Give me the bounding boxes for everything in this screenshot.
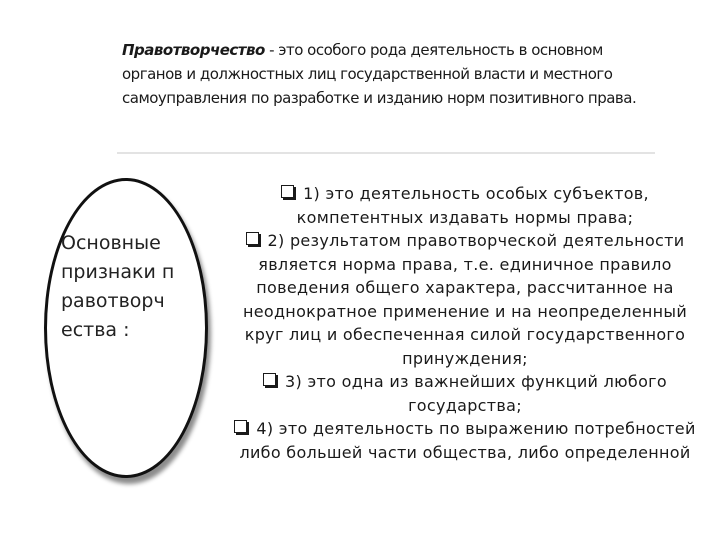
checkbox-bullet-icon xyxy=(234,420,247,433)
checkbox-bullet-icon xyxy=(281,185,294,198)
checkbox-bullet-icon xyxy=(246,232,259,245)
divider-line xyxy=(117,152,655,154)
definition-term: Правотворчество xyxy=(122,41,265,59)
definition-text: - это особого рода деятельность в основном органов и должностных лиц государственной власти и местного самоуправления по разработке и изданию норм позитивного права. xyxy=(122,41,637,107)
feature-text: 2) результатом правотворческой деятельности является норма права, т.е. единичное правило поведения общего характера, рассчитанное на неоднократное применение и на неопределенный круг лиц и обеспеченная силой государственного принуждения; xyxy=(242,231,688,368)
oval-label: Основные признаки правотворчества : xyxy=(61,232,175,341)
feature-item-1 xyxy=(230,182,700,229)
feature-item-4 xyxy=(230,417,700,464)
checkbox-bullet-icon xyxy=(263,373,276,386)
feature-text: 3) это одна из важнейших функций любого государства; xyxy=(285,372,667,415)
feature-text: 4) это деятельность по выражению потребностей либо большей части общества, либо определенной xyxy=(239,419,696,462)
definition-paragraph xyxy=(122,38,662,110)
feature-text: 1) это деятельность особых субъектов, компетентных издавать нормы права; xyxy=(296,184,649,227)
feature-item-3 xyxy=(230,370,700,417)
feature-item-2 xyxy=(230,229,700,370)
features-list xyxy=(230,182,700,464)
